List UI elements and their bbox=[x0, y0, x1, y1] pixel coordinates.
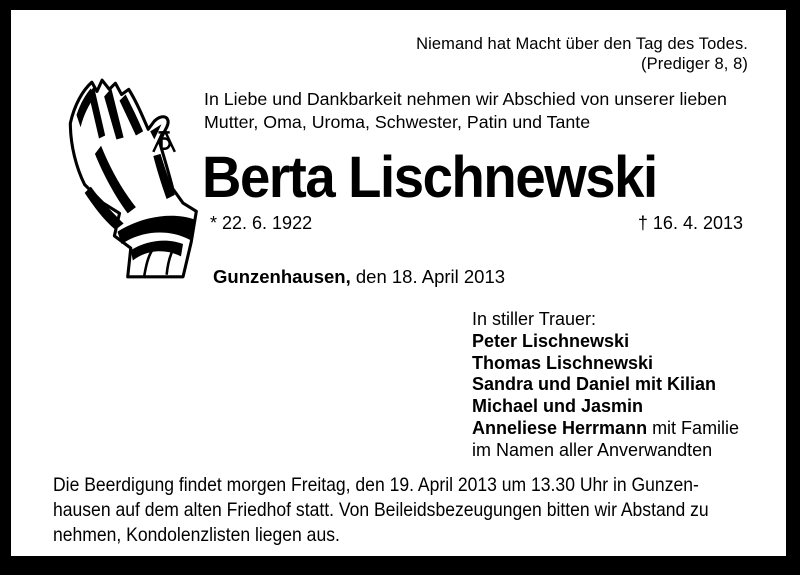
mourner-name: Sandra und Daniel mit Kilian bbox=[472, 374, 717, 395]
mourning-closing: im Namen aller Anverwandten bbox=[472, 439, 713, 460]
mourners-block bbox=[472, 309, 739, 462]
praying-hands-icon bbox=[28, 74, 210, 284]
epigraph bbox=[416, 35, 748, 74]
intro-line-2: Mutter, Oma, Uroma, Schwester, Patin und Tante bbox=[204, 112, 591, 132]
place-name: Gunzenhausen, bbox=[213, 266, 351, 287]
funeral-line-1: Die Beerdigung findet morgen Freitag, den 19. April 2013 um 13.30 Uhr in Gunzen- bbox=[53, 474, 699, 496]
birth-date: * 22. 6. 1922 bbox=[210, 213, 313, 233]
mourner-name-with-family bbox=[472, 418, 739, 440]
intro-text bbox=[204, 88, 727, 134]
deceased-name: Berta Lischnewski bbox=[202, 145, 657, 210]
date-text: den 18. April 2013 bbox=[350, 266, 506, 287]
funeral-info bbox=[53, 473, 709, 548]
mourner-name: Thomas Lischnewski bbox=[472, 352, 654, 373]
funeral-line-3: nehmen, Kondolenzlisten liegen aus. bbox=[53, 524, 340, 546]
mourning-header: In stiller Trauer: bbox=[472, 309, 597, 329]
mourner-family-suffix: mit Familie bbox=[647, 417, 740, 438]
life-dates bbox=[210, 213, 743, 234]
mourner-name: Michael und Jasmin bbox=[472, 396, 644, 417]
intro-line-1: In Liebe und Dankbarkeit nehmen wir Abschied von unserer lieben bbox=[204, 89, 727, 109]
mourner-name: Anneliese Herrmann bbox=[472, 417, 648, 438]
place-dateline bbox=[213, 266, 505, 288]
epigraph-line-2: (Prediger 8, 8) bbox=[641, 54, 748, 73]
mourner-name: Peter Lischnewski bbox=[472, 330, 630, 351]
funeral-line-2: hausen auf dem alten Friedhof statt. Von Beileidsbezeugungen bitten wir Abstand zu bbox=[53, 499, 709, 521]
epigraph-line-1: Niemand hat Macht über den Tag des Todes. bbox=[416, 35, 748, 53]
death-date: † 16. 4. 2013 bbox=[637, 213, 743, 233]
